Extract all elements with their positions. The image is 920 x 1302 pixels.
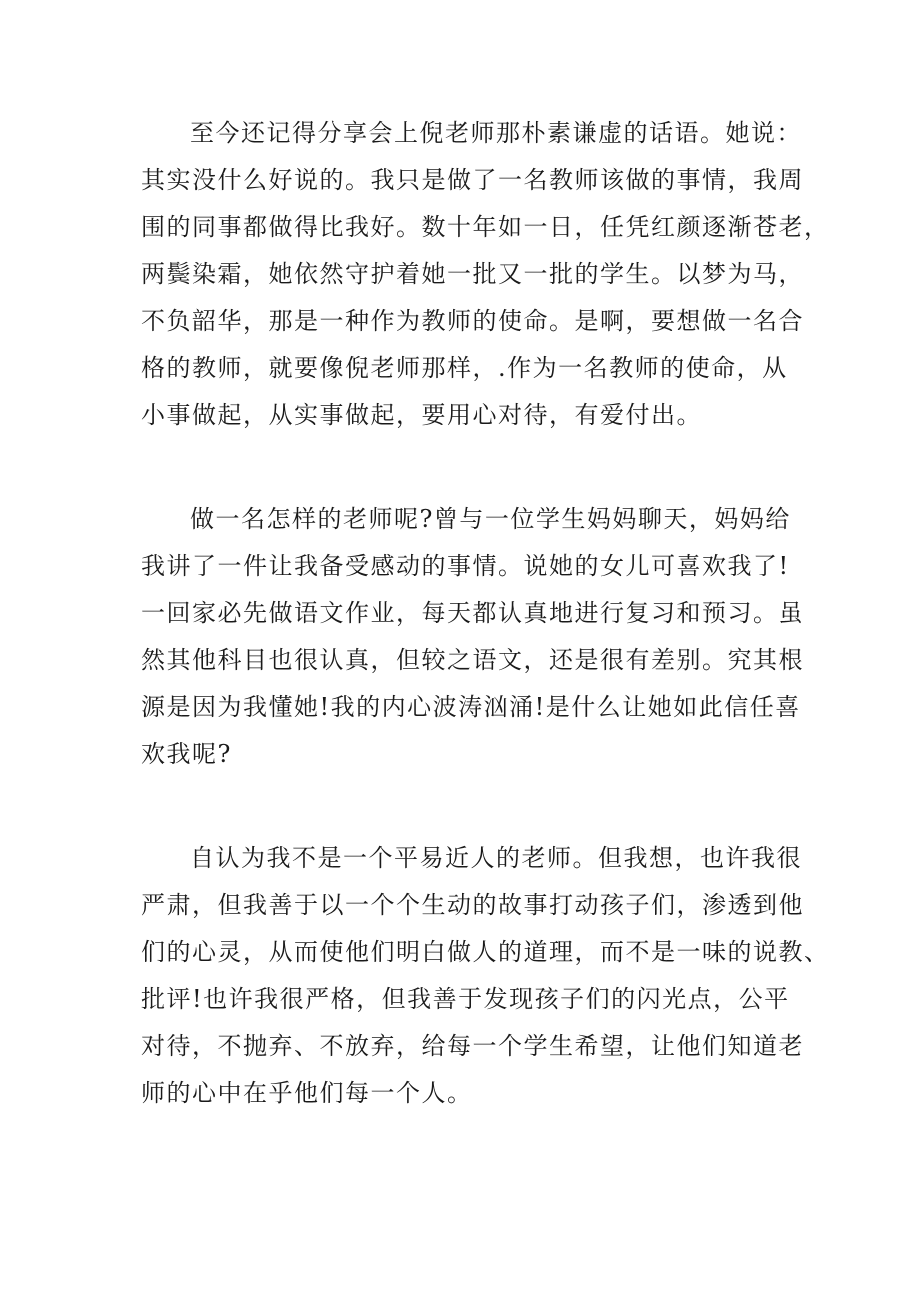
paragraph-3 (141, 835, 830, 1117)
paragraph-line: 围的同事都做得比我好。数十年如一日，任凭红颜逐渐苍老， (141, 213, 830, 241)
paragraph-line: 对待，不抛弃、不放弃，给每一个学生希望，让他们知道老 (141, 1032, 804, 1060)
paragraph-line: 们的心灵，从而使他们明白做人的道理，而不是一味的说教、 (141, 938, 830, 966)
paragraph-line: 其实没什么好说的。我只是做了一名教师该做的事情，我周 (141, 166, 804, 194)
paragraph-line: 然其他科目也很认真，但较之语文，还是很有差别。究其根 (141, 646, 804, 674)
paragraph-line: 我讲了一件让我备受感动的事情。说她的女儿可喜欢我了! (141, 552, 790, 580)
paragraph-line: 严肃，但我善于以一个个生动的故事打动孩子们，渗透到他 (141, 891, 804, 919)
paragraph-line: 自认为我不是一个平易近人的老师。但我想，也许我很 (190, 844, 802, 872)
paragraph-line: 至今还记得分享会上倪老师那朴素谦虚的话语。她说： (190, 119, 802, 147)
paragraph-line: 两鬓染霜，她依然守护着她一批又一批的学生。以梦为马， (141, 260, 804, 288)
paragraph-line: 欢我呢? (141, 740, 232, 768)
paragraph-line: 不负韶华，那是一种作为教师的使命。是啊，要想做一名合 (141, 307, 804, 335)
paragraph-2 (141, 496, 804, 778)
paragraph-line: 源是因为我懂她!我的内心波涛汹涌!是什么让她如此信任喜 (141, 693, 801, 721)
paragraph-line: 师的心中在乎他们每一个人。 (141, 1079, 473, 1107)
paragraph-line: 一回家必先做语文作业，每天都认真地进行复习和预习。虽 (141, 599, 804, 627)
paragraph-line: 做一名怎样的老师呢?曾与一位学生妈妈聊天，妈妈给 (190, 505, 791, 533)
paragraph-line: 批评!也许我很严格，但我善于发现孩子们的闪光点，公平 (141, 985, 790, 1013)
paragraph-line: 小事做起，从实事做起，要用心对待，有爱付出。 (141, 401, 702, 429)
paragraph-1 (141, 110, 830, 439)
paragraph-line: 格的教师，就要像倪老师那样，.作为一名教师的使命，从 (141, 354, 788, 382)
